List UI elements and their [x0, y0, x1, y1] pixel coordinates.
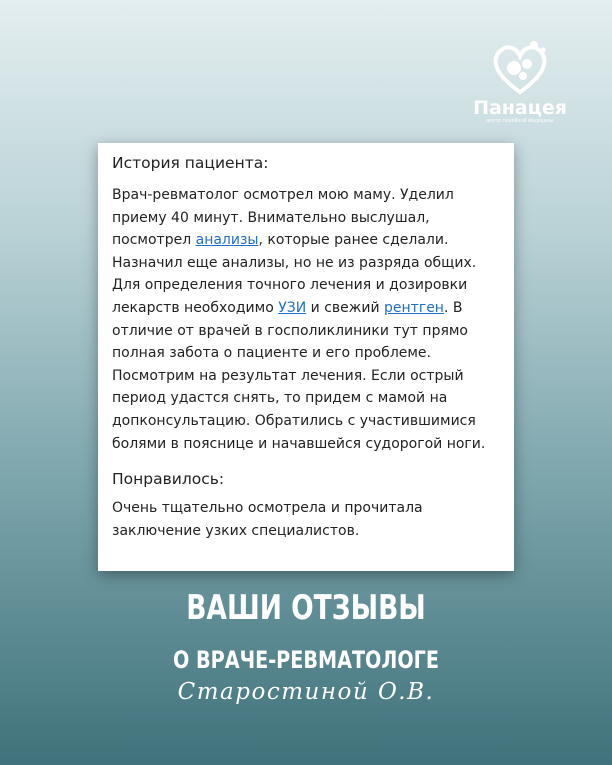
patient-story [112, 184, 500, 455]
heart-logo-icon [487, 38, 553, 96]
link-analyses[interactable]: анализы [195, 232, 259, 249]
doctor-name: Старостиной О.В. [177, 679, 435, 705]
reviews-subtitle: О ВРАЧЕ-РЕВМАТОЛОГЕ [173, 646, 439, 674]
story-text: . В отличие от врачей в госполиклиники тут прямо полная забота о пациенте и его проблеме. Посмотрим на результат лечения. Если острый период удастся снять, то придем с мамой на допконсультацию. Обратились с участившимися болями в пояснице и начавшейся судорогой ноги. [112, 299, 486, 452]
brand-logo [470, 38, 570, 133]
liked-heading: Понравилось: [112, 470, 225, 489]
review-card [98, 143, 514, 571]
reviews-title: ВАШИ ОТЗЫВЫ [186, 588, 426, 628]
liked-text: Очень тщательно осмотрела и прочитала заключение узких специалистов. [112, 500, 423, 539]
story-text: и свежий [306, 299, 385, 316]
link-xray[interactable]: рентген [384, 299, 444, 316]
story-text: , которые ранее сделали. Назначил еще анализы, но не из разряда общих. Для определения точного лечения и дозировки лекарств необходимо [112, 232, 477, 316]
history-heading: История пациента: [112, 154, 269, 172]
brand-name: Панацея [473, 97, 567, 119]
story-text: Врач-ревматолог осмотрел мою маму. Уделил приему 40 минут. Внимательно выслушал, посмотрел [112, 187, 454, 249]
brand-tagline: центр семейной медицины [486, 118, 554, 124]
link-uzi[interactable]: УЗИ [278, 299, 307, 316]
